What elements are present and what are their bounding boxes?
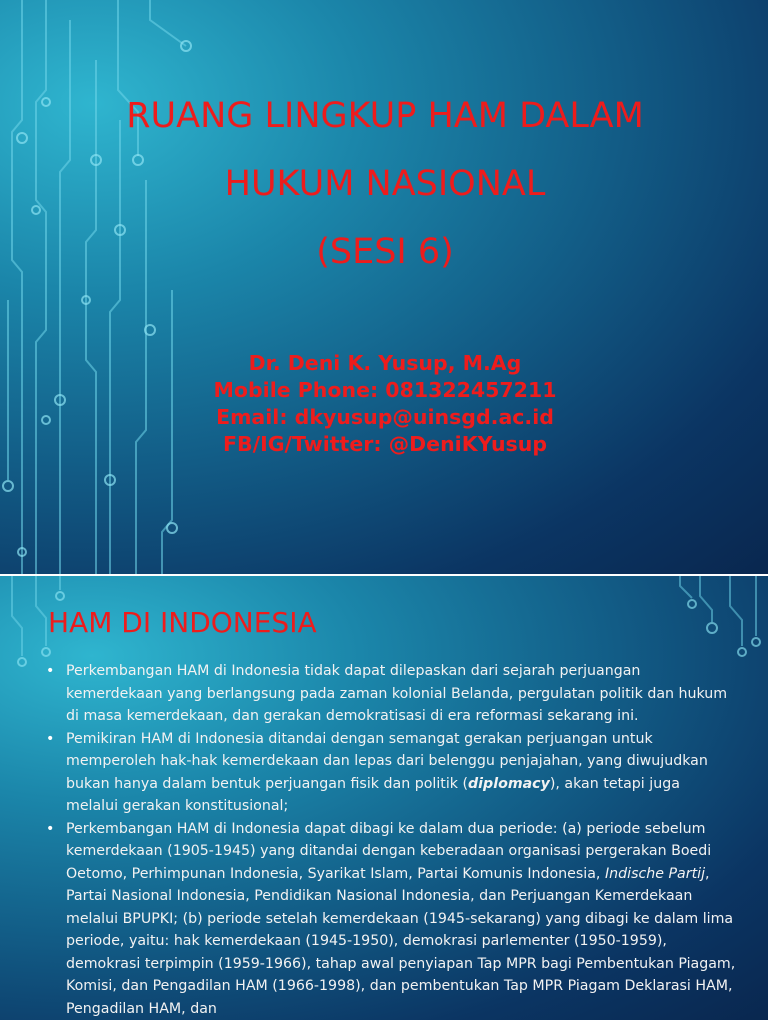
bullet-list	[46, 660, 736, 1020]
bullet-text: Pemikiran HAM di Indonesia ditandai dengan semangat gerakan perjuangan untuk memperoleh hak-hak kemerdekaan dan lepas dari belenggu penjajahan, yang diwujudkan bukan hanya dalam bentuk perjuangan fisik dan politik (	[66, 730, 708, 792]
author-email: Email: dkyusup@uinsgd.ac.id	[216, 405, 554, 429]
bullet-text: Perkembangan HAM di Indonesia dapat dibagi ke dalam dua periode: (a) periode sebelum kemerdekaan (1905-1945) yang ditandai dengan keberadaan organisasi pergerakan Boedi Oetomo, Perhimpunan Indonesia, Syarikat Islam, Partai Komunis Indonesia,	[66, 820, 712, 882]
title-line: HUKUM NASIONAL	[224, 164, 546, 204]
bullet-text: Perkembangan HAM di Indonesia tidak dapat dilepaskan dari sejarah perjuangan kemerdekaan yang berlangsung pada zaman kolonial Belanda, pergulatan politik dan hukum di masa kemerdekaan, dan gerakan demokratisasi di era reformasi sekarang ini.	[66, 663, 728, 724]
bullet-item	[46, 728, 736, 818]
bullet-text: , Partai Nasional Indonesia, Pendidikan Nasional Indonesia, dan Perjuangan Kemerdekaan melalui BPUPKI; (b) periode setelah kemerdekaan (1945-sekarang) yang dibagi ke dalam lima periode, yaitu: hak kemerdekaan (1945-1950), demokrasi parlementer (1950-1959), demokrasi terpimpin (1959-1966), tahap awal penyiapan Tap MPR bagi Pembentukan Piagam, Komisi, dan Pengadilan HAM (1966-1998), dan pembentukan Tap MPR Piagam Deklarasi HAM, Pengadilan HAM, dan	[66, 865, 736, 1017]
bullet-item	[46, 818, 736, 1021]
title-line: (SESI 6)	[316, 232, 454, 272]
author-name: Dr. Deni K. Yusup, M.Ag	[248, 351, 522, 375]
bullet-emphasis: diplomacy	[468, 775, 550, 792]
slide-title-heading	[40, 82, 730, 286]
slide-2-title: HAM DI INDONESIA	[48, 606, 317, 639]
author-info	[40, 350, 730, 458]
author-phone: Mobile Phone: 081322457211	[213, 378, 557, 402]
author-social: FB/IG/Twitter: @DeniKYusup	[222, 432, 548, 456]
title-line: RUANG LINGKUP HAM DALAM	[126, 96, 644, 136]
bullet-emphasis: Indische Partij	[604, 865, 706, 882]
bullet-item	[46, 660, 736, 728]
bullet-text: ), akan tetapi juga melalui gerakan konstitusional;	[66, 775, 680, 814]
